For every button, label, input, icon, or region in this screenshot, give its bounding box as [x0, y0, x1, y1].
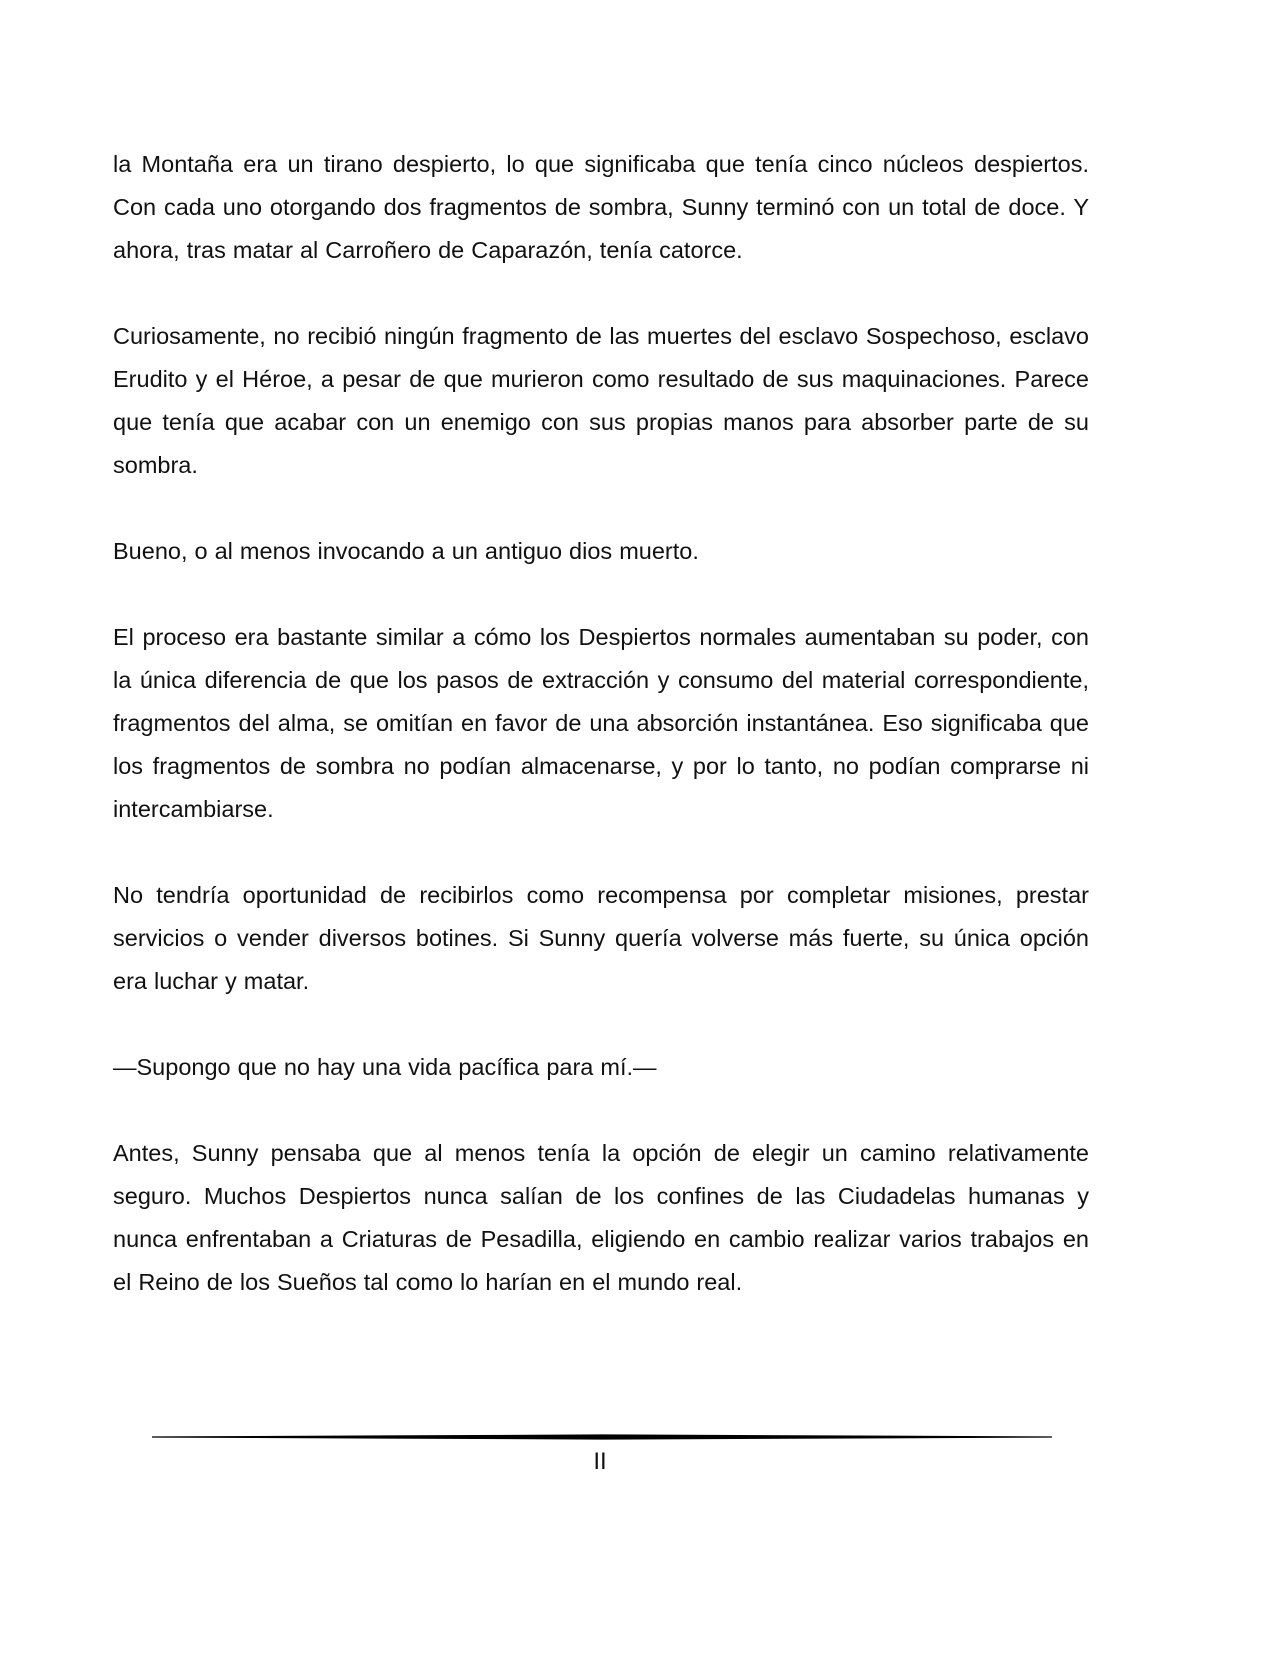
paragraph-3: Bueno, o al menos invocando a un antiguo dios muerto. [113, 538, 699, 564]
paragraph-4: El proceso era bastante similar a cómo los Despiertos normales aumentaban su poder, con la única diferencia de que los pasos de extracción y consumo del material correspondiente, fragmentos del alma, se omitían en favor de una absorción instantánea. Eso significaba que los fragmentos de sombra no podían almacenarse, y por lo tanto, no podían comprarse ni intercambiarse. [113, 624, 1089, 822]
paragraph-5: No tendría oportunidad de recibirlos como recompensa por completar misiones, prestar servicios o vender diversos botines. Si Sunny quería volverse más fuerte, su única opción era luchar y matar. [113, 882, 1089, 994]
footer-divider [152, 1431, 1052, 1443]
paragraph-6: —Supongo que no hay una vida pacífica para mí.— [113, 1054, 657, 1080]
body-text [113, 143, 1089, 1304]
paragraph-1: la Montaña era un tirano despierto, lo que significaba que tenía cinco núcleos despiertos. Con cada uno otorgando dos fragmentos de sombra, Sunny terminó con un total de doce. Y ahora, tras matar al Carroñero de Caparazón, tenía catorce. [113, 151, 1089, 263]
paragraph-7: Antes, Sunny pensaba que al menos tenía la opción de elegir un camino relativamente seguro. Muchos Despiertos nunca salían de los confines de las Ciudadelas humanas y nunca enfrentaban a Criaturas de Pesadilla, eligiendo en cambio realizar varios trabajos en el Reino de los Sueños tal como lo harían en el mundo real. [113, 1140, 1089, 1295]
paragraph-2: Curiosamente, no recibió ningún fragmento de las muertes del esclavo Sospechoso, esclavo Erudito y el Héroe, a pesar de que murieron como resultado de sus maquinaciones. Parece que tenía que acabar con un enemigo con sus propias manos para absorber parte de su sombra. [113, 323, 1089, 478]
page-number: II [593, 1448, 607, 1475]
